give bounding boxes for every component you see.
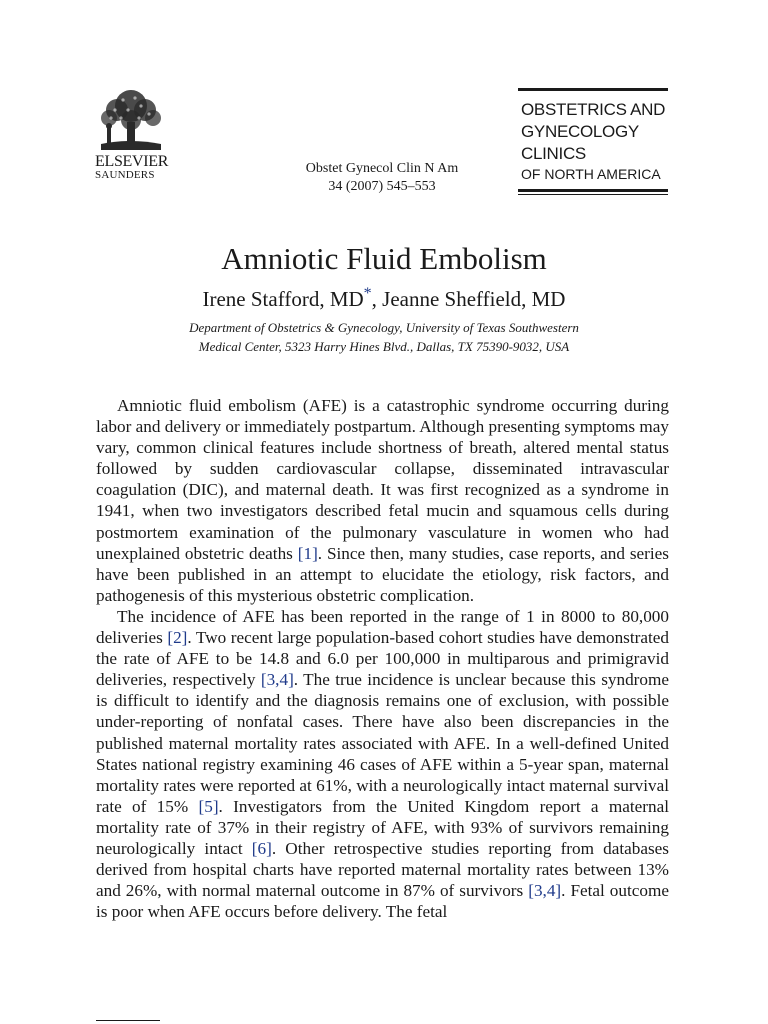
- paragraph-text: Amniotic fluid embolism (AFE) is a catastrophic syndrome occurring during labor and delivery or immediately postpartum. Although presenting symptoms may vary, common clinical features include shortness of breath, altered mental status followed by sudden cardiovascular collapse, disseminated intravascular coagulation (DIC), and maternal death. It was first recognized as a syndrome in 1941, when two investigators described fetal mucin and squamous cells during postmortem examination of the pulmonary vasculature in women who had unexplained obstetric deaths: [96, 396, 669, 563]
- paragraph-text: . Since then, many studies, case reports, and series have been published in an attempt to elucidate the etiology, risk factors, and pathogenesis of this mysterious obstetric complication.: [96, 543, 669, 605]
- citation-journal: Obstet Gynecol Clin N Am: [305, 161, 459, 176]
- paragraph-text: . Two recent large population-based cohort studies have demonstrated the rate of AFE to be 14.8 and 6.0 per 100,000 in multiparous and primigravid deliveries, respectively: [96, 628, 669, 690]
- citation-volume: 34 (2007) 545–553: [328, 179, 436, 194]
- citation-link[interactable]: [6]: [251, 838, 272, 858]
- publisher-name: ELSEVIER: [95, 153, 169, 170]
- publisher-logo: [95, 88, 169, 182]
- journal-name-line2: GYNECOLOGY: [521, 122, 639, 141]
- paragraph-text: . Other retrospective studies reporting from databases derived from hospital charts have reported maternal mortality rates between 13% and 26%, with normal maternal outcome in 87% of survivors: [96, 838, 669, 901]
- corresponding-author-mark[interactable]: *: [363, 285, 372, 302]
- elsevier-tree-icon: [95, 88, 167, 152]
- citation-link[interactable]: [3,4]: [260, 670, 294, 690]
- paragraph-text: . Fetal outcome is poor when AFE occurs before delivery. The fetal: [96, 881, 669, 922]
- paragraph-text: The incidence of AFE has been reported in the range of 1 in 8000 to 80,000 deliveries: [96, 606, 669, 648]
- masthead-thin-rule: [518, 194, 668, 195]
- article-body: [96, 395, 669, 922]
- author-1: Irene Stafford, MD: [202, 287, 364, 311]
- masthead-bottom-rule: [518, 189, 668, 192]
- journal-masthead: [518, 88, 668, 195]
- author-affiliation: [0, 318, 768, 356]
- author-separator: ,: [371, 287, 383, 311]
- body-paragraph: [96, 395, 669, 606]
- citation-link[interactable]: [5]: [198, 796, 219, 816]
- paragraph-text: . The true incidence is unclear because this syndrome is difficult to identify and the diagnosis remains one of exclusion, with possible under-reporting of nonfatal cases. There have also been discrepancies in the published maternal mortality rates associated with AFE. In a well-defined United States national registry examining 46 cases of AFE within a 5-year span, maternal mortality rates were reported at 61%, with a neurologically intact maternal survival rate of 15%: [96, 670, 669, 816]
- journal-name-line3: CLINICS: [521, 144, 586, 163]
- citation-link[interactable]: [2]: [167, 628, 188, 648]
- body-paragraph: [96, 606, 669, 922]
- journal-citation: [280, 160, 484, 196]
- author-2: Jeanne Sheffield, MD: [382, 287, 566, 311]
- footnote-rule: [96, 1020, 160, 1021]
- citation-link[interactable]: [1]: [297, 543, 318, 563]
- journal-name-line1: OBSTETRICS AND: [521, 100, 666, 119]
- affiliation-line-1: Department of Obstetrics & Gynecology, University of Texas Southwestern: [189, 320, 579, 335]
- publisher-imprint: SAUNDERS: [95, 169, 155, 181]
- article-authors: [0, 285, 768, 313]
- article-title: Amniotic Fluid Embolism: [221, 241, 547, 276]
- paragraph-text: . Investigators from the United Kingdom report a maternal mortality rate of 37% in their registry of AFE, with 93% of survivors remaining neurologically intact: [96, 796, 669, 858]
- citation-link[interactable]: [3,4]: [528, 881, 562, 901]
- journal-name-line4: OF NORTH AMERICA: [521, 166, 661, 182]
- affiliation-line-2: Medical Center, 5323 Harry Hines Blvd., Dallas, TX 75390-9032, USA: [198, 339, 570, 354]
